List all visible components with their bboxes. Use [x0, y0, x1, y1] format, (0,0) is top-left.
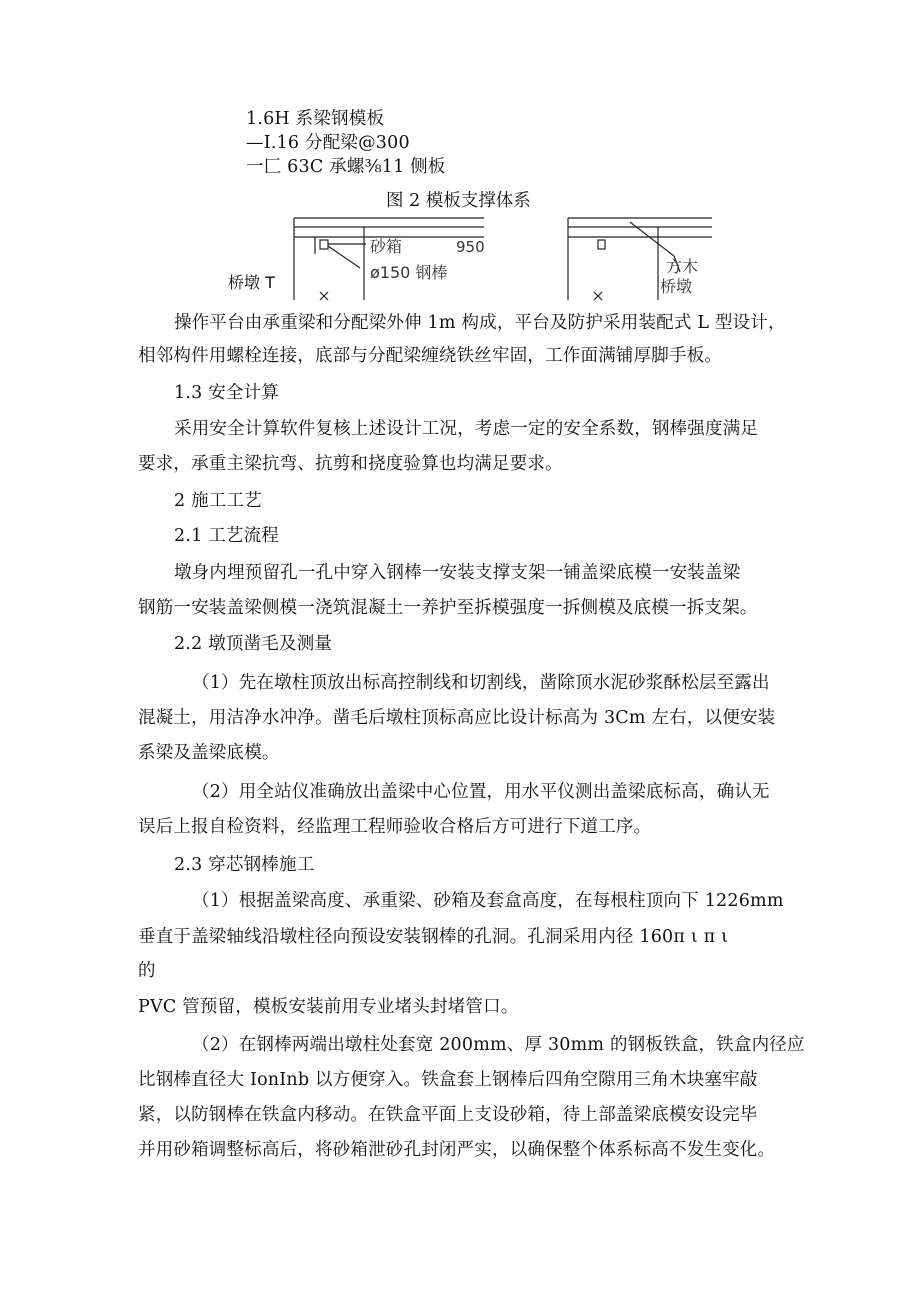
paragraph-rod-1-line-3: 的	[138, 961, 156, 981]
paragraph-rod-1-line-2: 垂直于盖梁轴线沿墩柱径向预设安装钢棒的孔洞。孔洞采用内径 160π ι π ι	[138, 927, 729, 947]
paragraph-platform-line-2: 相邻构件用螺栓连接，底部与分配梁缠绕铁丝牢固，工作面满铺厚脚手板。	[138, 346, 723, 366]
legend-line-2: —I.16 分配梁@300	[246, 133, 410, 153]
paragraph-safety-line-1: 采用安全计算软件复核上述设计工况，考虑一定的安全系数，钢棒强度满足	[174, 419, 759, 439]
pier-label: 桥墩	[660, 277, 693, 296]
heading-pier-top-survey: 2.2 墩顶凿毛及测量	[174, 634, 333, 654]
paragraph-rod-2-line-4: 并用砂箱调整标高后，将砂箱泄砂孔封闭严实，以确保整个体系标高不发生变化。	[138, 1140, 776, 1160]
paragraph-rod-2-line-3: 紧，以防钢棒在铁盒内移动。在铁盒平面上支设砂箱，待上部盖梁底模安设完毕	[138, 1105, 758, 1125]
paragraph-survey-1-line-2: 混凝土，用洁净水冲净。凿毛后墩柱顶标高应比设计标高为 3Cm 左右，以便安装	[138, 708, 776, 728]
paragraph-rod-1-line-4: PVC 管预留，模板安装前用专业堵头封堵管口。	[138, 997, 519, 1017]
left-section-drawing	[294, 218, 484, 300]
paragraph-platform-line-1: 操作平台由承重梁和分配梁外伸 1m 构成，平台及防护采用装配式 L 型设计，	[174, 313, 786, 333]
formwork-support-diagram	[228, 212, 712, 302]
heading-process-flow: 2.1 工艺流程	[174, 526, 279, 546]
paragraph-survey-2-line-2: 误后上报自检资料，经监理工程师验收合格后方可进行下道工序。	[138, 817, 652, 837]
sandbox-label: 砂箱	[370, 237, 403, 256]
paragraph-survey-1-line-1: （1）先在墩柱顶放出标高控制线和切割线，凿除顶水泥砂浆酥松层至露出	[192, 673, 770, 693]
legend-line-3: 一匚 63C 承螺⅜11 侧板	[246, 157, 446, 177]
paragraph-rod-1-line-1: （1）根据盖梁高度、承重梁、砂箱及套盒高度，在每根柱顶向下 1226mm	[192, 891, 784, 911]
paragraph-rod-2-line-1: （2）在钢棒两端出墩柱处套宽 200mm、厚 30mm 的钢板铁盒，铁盒内径应	[192, 1035, 805, 1055]
paragraph-safety-line-2: 要求，承重主梁抗弯、抗剪和挠度验算也均满足要求。	[138, 454, 563, 474]
paragraph-survey-2-line-1: （2）用全站仪准确放出盖梁中心位置，用水平仪测出盖梁底标高，确认无	[192, 782, 770, 802]
paragraph-rod-2-line-2: 比钢棒直径大 IonInb 以方便穿入。铁盒套上钢棒后四角空隙用三角木块塞牢敲	[138, 1070, 758, 1090]
paragraph-survey-1-line-3: 系梁及盖梁底模。	[138, 743, 280, 763]
pier-t-label: 桥墩 T	[228, 273, 275, 292]
legend-line-1: 1.6H 系梁钢模板	[246, 109, 385, 129]
figure-caption: 图 2 模板支撑体系	[386, 191, 531, 211]
heading-construction-process: 2 施工工艺	[174, 491, 262, 511]
dimension-label: 950	[456, 238, 485, 256]
heading-safety-calculation: 1.3 安全计算	[174, 383, 279, 403]
paragraph-flow-line-1: 墩身内埋预留孔一孔中穿入钢棒一安装支撑支架一铺盖梁底模一安装盖梁	[174, 563, 741, 583]
paragraph-flow-line-2: 钢筋一安装盖梁侧模一浇筑混凝土一养护至拆模强度一拆侧模及底模一拆支架。	[138, 598, 758, 618]
rod-label: ø150 钢棒	[370, 263, 448, 282]
timber-label: 方木	[666, 257, 699, 276]
heading-steel-rod: 2.3 穿芯钢棒施工	[174, 855, 315, 875]
